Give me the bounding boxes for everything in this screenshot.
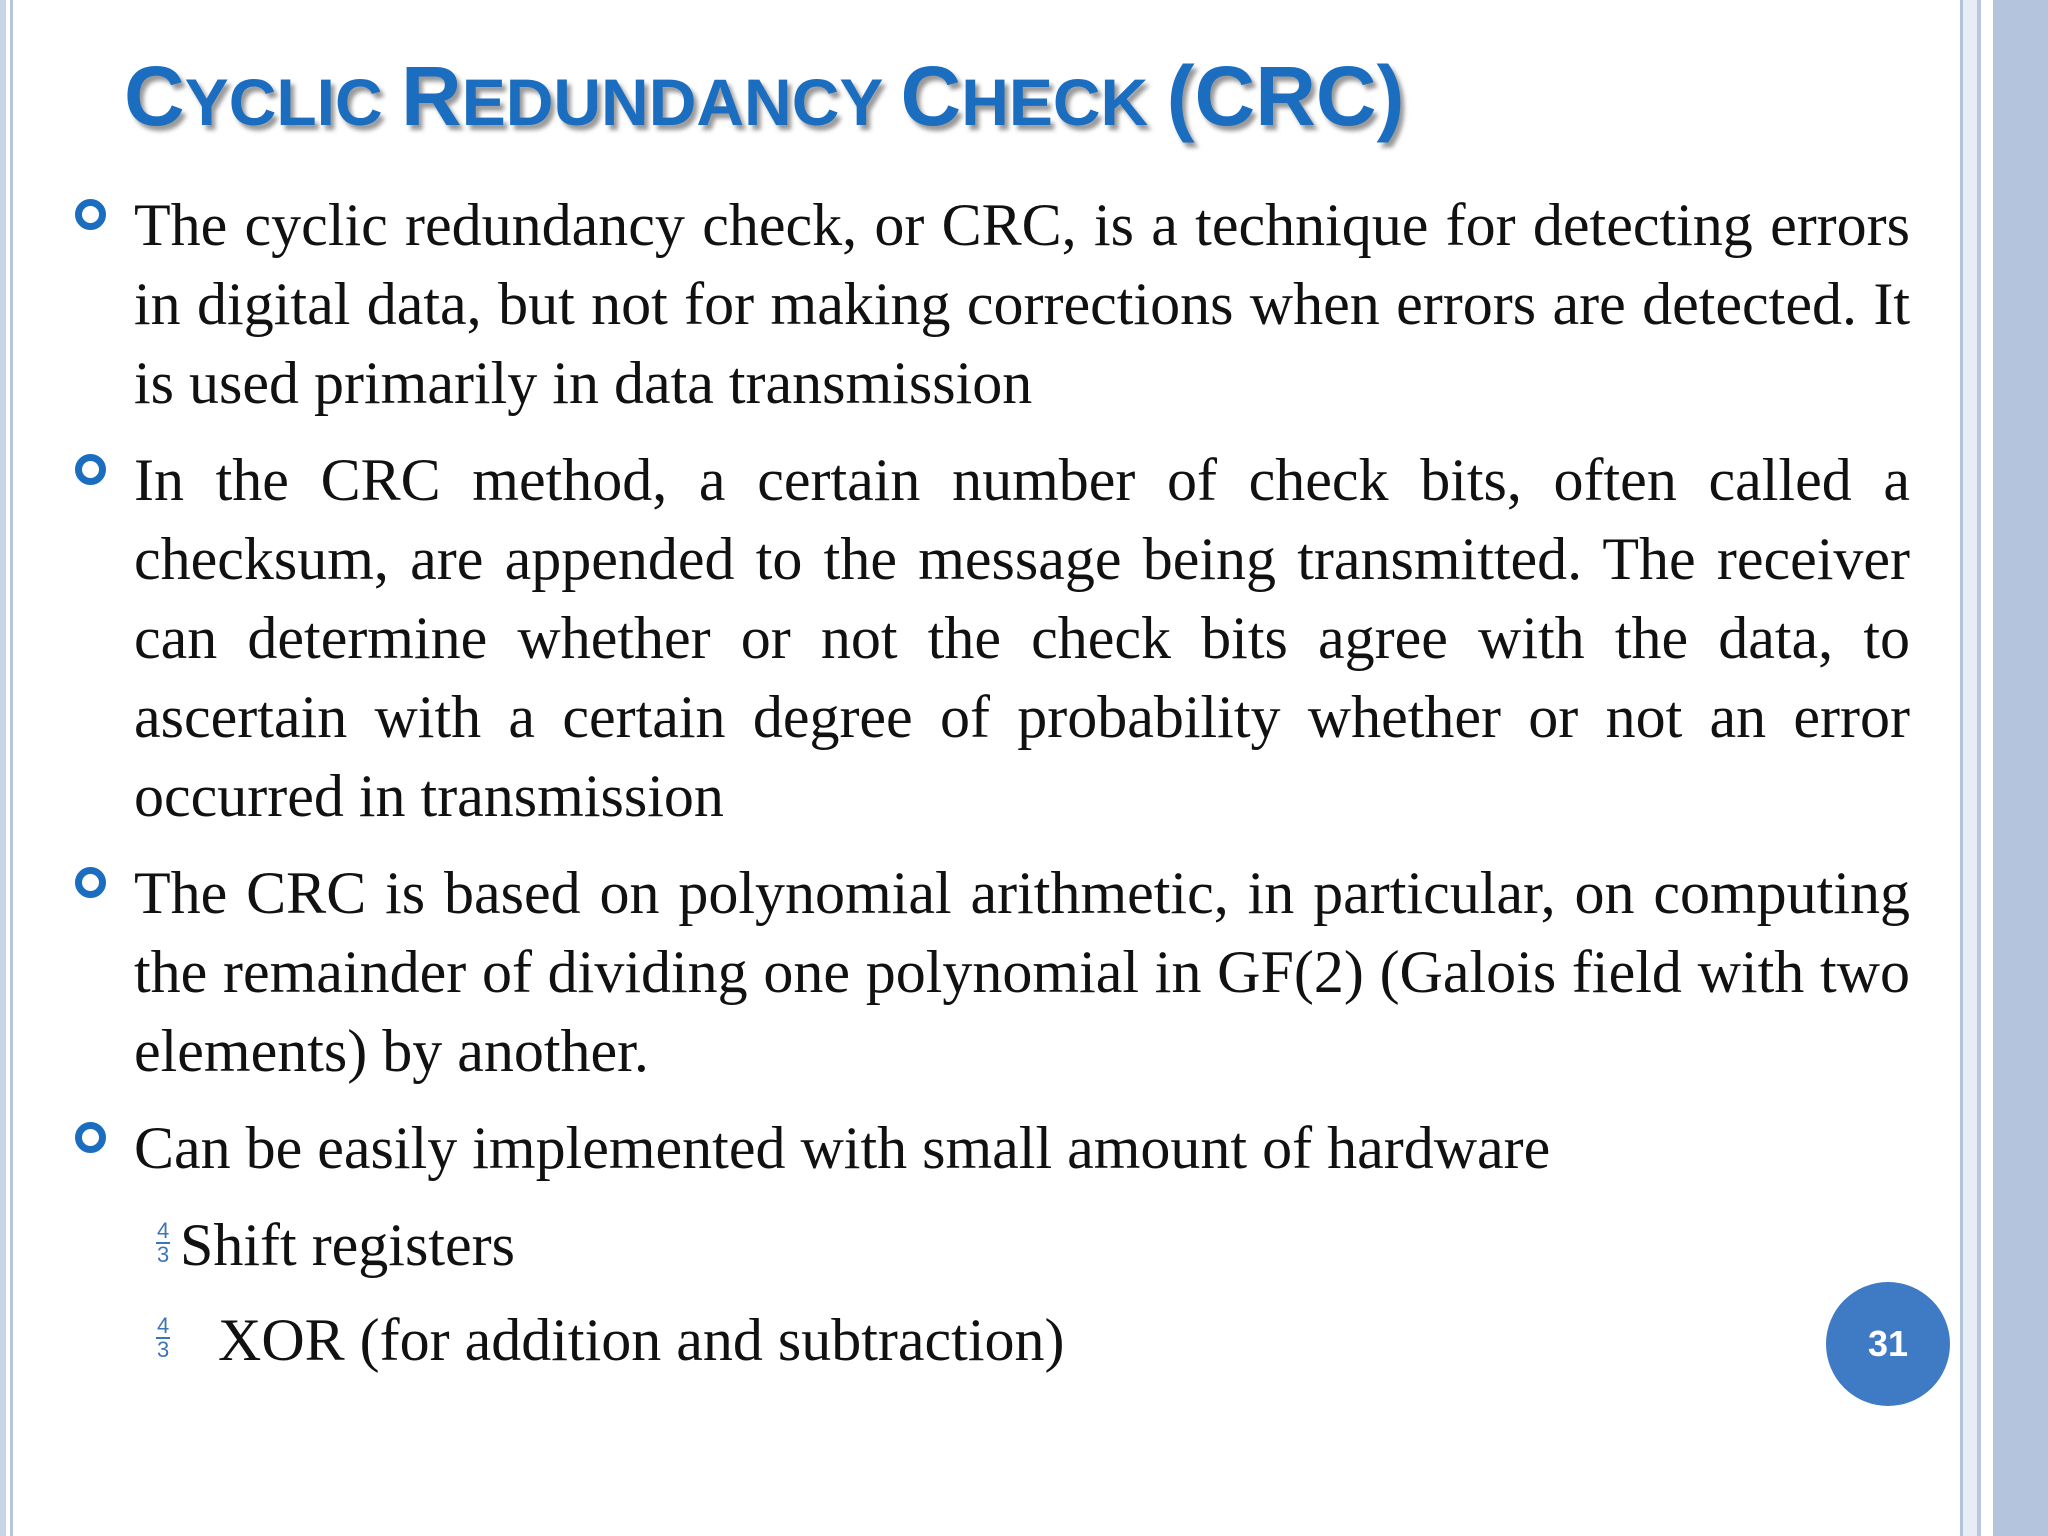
fraction-denominator: 3 xyxy=(157,1337,170,1362)
fraction-bullet-icon xyxy=(156,1220,170,1266)
sub-bullet-text: Shift registers xyxy=(180,1212,515,1278)
sub-bullet-text: XOR (for addition and subtraction) xyxy=(218,1307,1065,1373)
fraction-numerator: 4 xyxy=(157,1218,170,1243)
bullet-text: In the CRC method, a certain number of check bits, often called a checksum, are appended to the message being transmitted. The receiver can determine whether or not the check bits agree with the data, to ascertain with a certain degree of probability whether or not an error occurred in transmission xyxy=(134,447,1910,829)
right-band-gap xyxy=(1981,0,1993,1536)
bullet-text: The CRC is based on polynomial arithmetic, in particular, on computing the remainder of dividing one polynomial in GF(2) (Galois field with two elements) by another. xyxy=(134,860,1910,1084)
bullet-item xyxy=(70,854,1910,1091)
title-acronym: (CRC) xyxy=(1166,49,1405,143)
title-word-3-rest: HECK xyxy=(961,65,1149,139)
bullet-list xyxy=(70,186,1910,1396)
page-number-badge xyxy=(1826,1282,1950,1406)
fraction-denominator: 3 xyxy=(157,1242,170,1267)
ring-bullet-icon xyxy=(75,1122,106,1153)
title-word-1-rest: YCLIC xyxy=(184,65,383,139)
bullet-text: Can be easily implemented with small amount of hardware xyxy=(134,1115,1551,1181)
left-border-decoration xyxy=(0,0,6,1536)
right-band-light xyxy=(1963,0,1977,1536)
page-number: 31 xyxy=(1867,1323,1909,1364)
title-word-2-rest: EDUNDANCY xyxy=(461,65,883,139)
fraction-bullet-icon xyxy=(156,1315,170,1361)
ring-bullet-icon xyxy=(75,867,106,898)
bullet-item xyxy=(70,186,1910,423)
ring-bullet-icon xyxy=(75,454,106,485)
sub-bullet-item xyxy=(70,1301,1910,1380)
bullet-item xyxy=(70,441,1910,836)
title-word-3-initial: C xyxy=(900,49,962,143)
right-band-wide xyxy=(1993,0,2048,1536)
bullet-item xyxy=(70,1109,1910,1188)
title-word-1-initial: C xyxy=(124,49,185,143)
fraction-numerator: 4 xyxy=(157,1313,170,1338)
sub-bullet-item xyxy=(70,1206,1910,1285)
left-border-line xyxy=(10,0,13,1536)
ring-bullet-icon xyxy=(75,199,106,230)
bullet-text: The cyclic redundancy check, or CRC, is a technique for detecting errors in digital data, but not for making corrections when errors are detected. It is used primarily in data transmission xyxy=(134,192,1910,416)
slide-title xyxy=(124,44,1405,154)
title-word-2-initial: R xyxy=(401,49,462,143)
